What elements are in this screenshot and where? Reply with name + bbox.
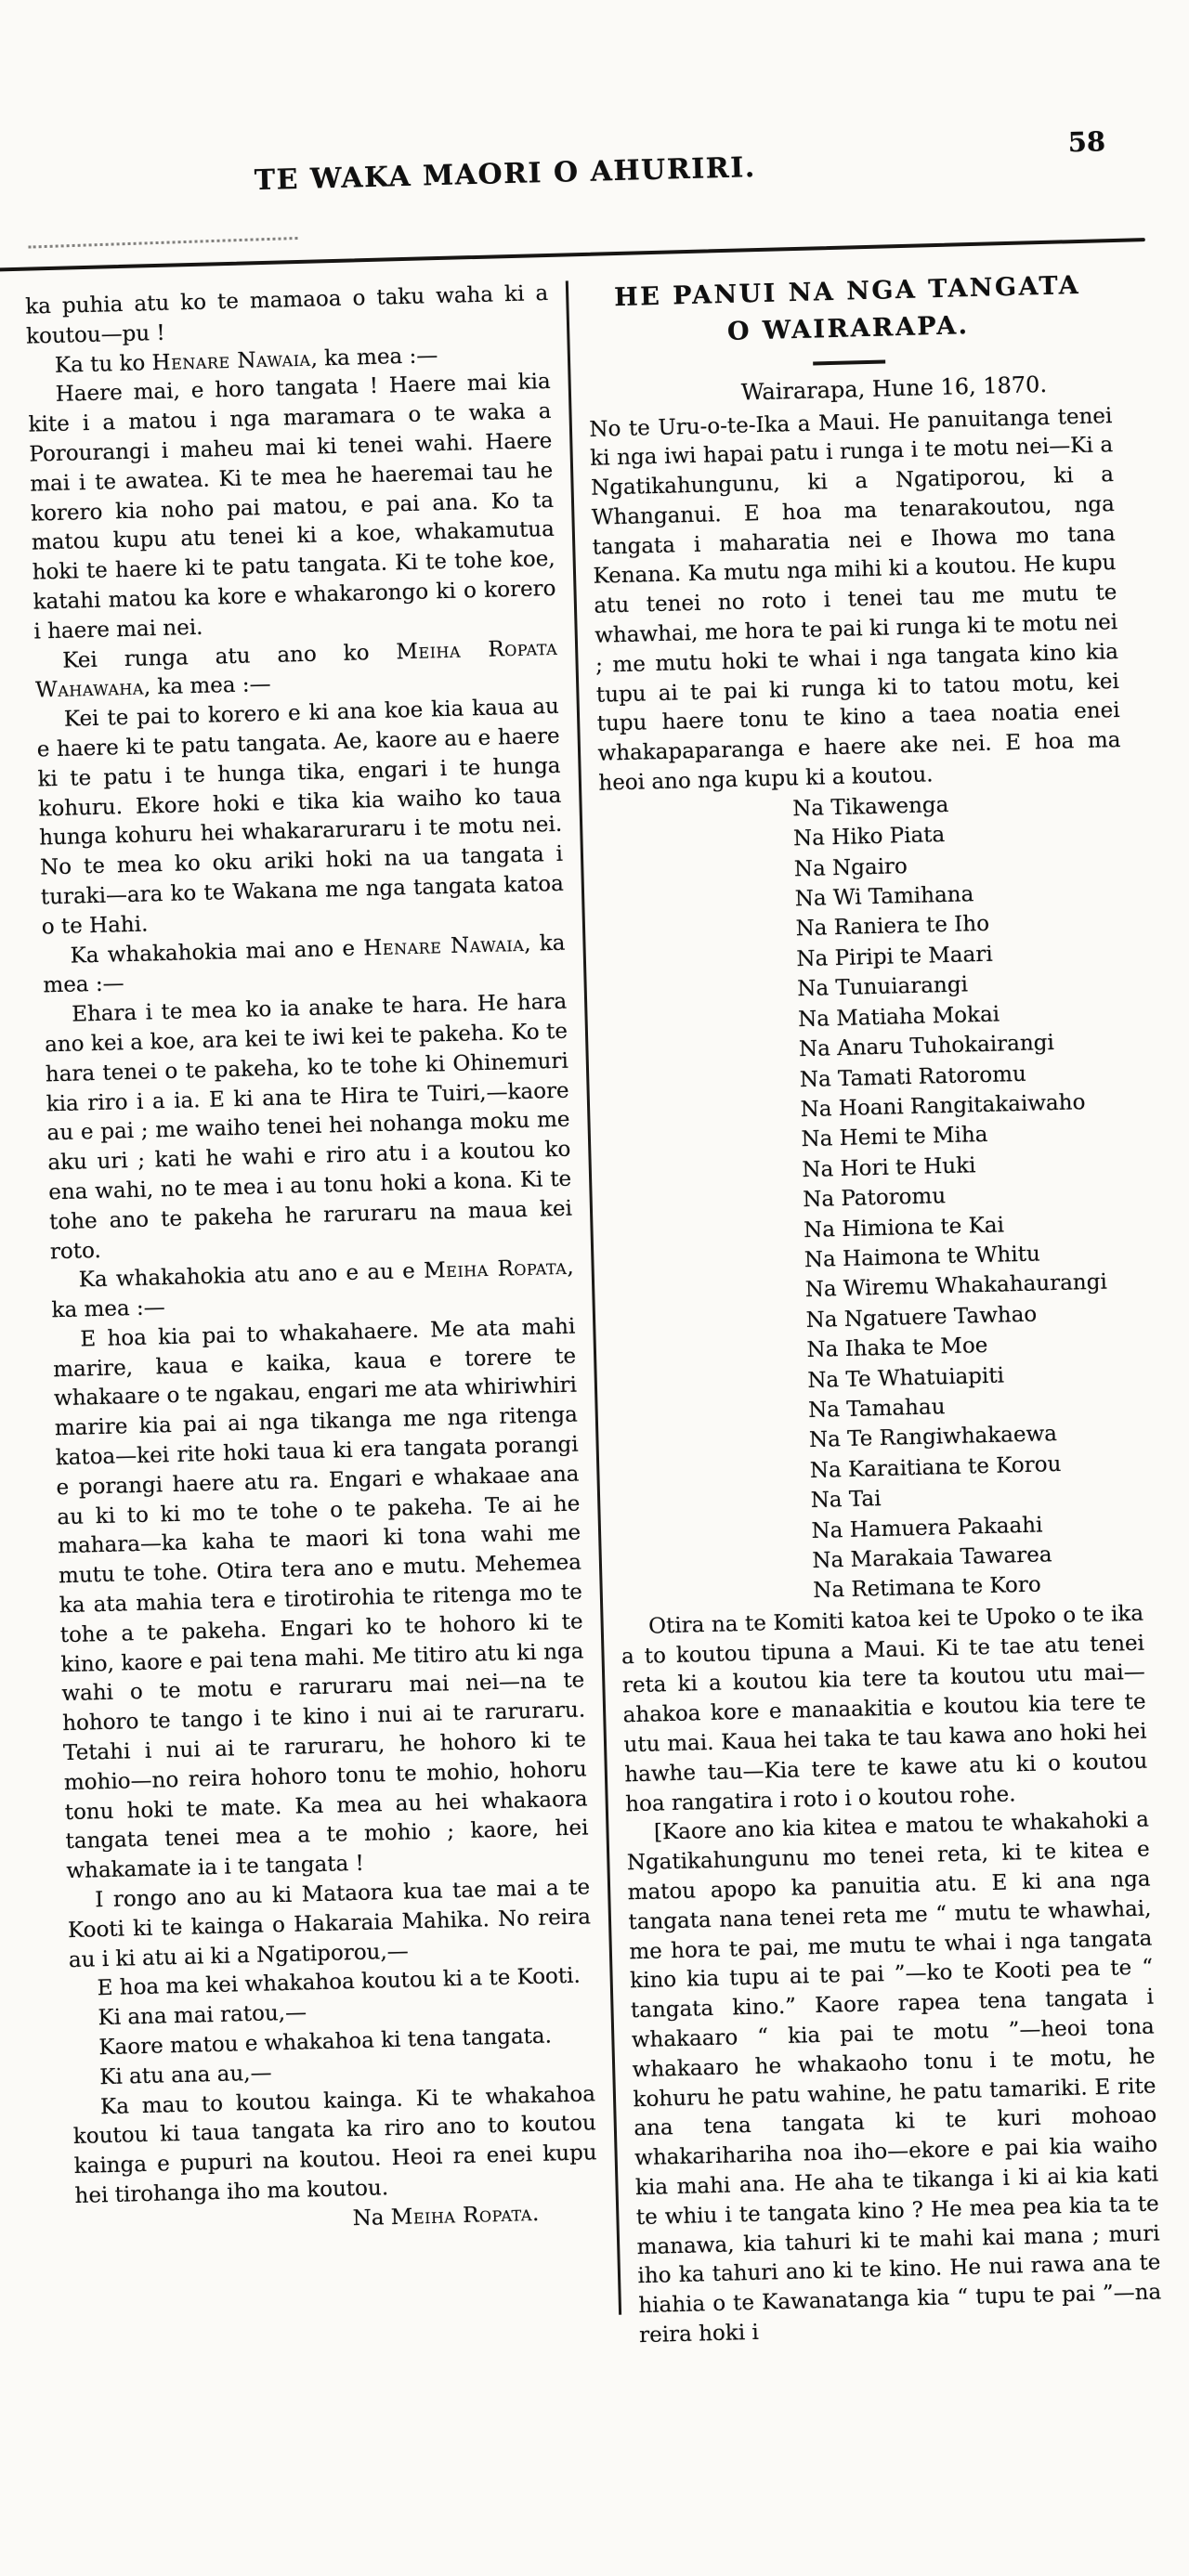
signatory-name: Na Hiko Piata <box>793 815 1124 854</box>
signatory-name: Na Te Rangiwhakaewa <box>809 1417 1140 1456</box>
signatory-name: Na Tikawenga <box>792 786 1123 825</box>
paragraph-text: Na <box>352 2205 391 2231</box>
paragraph-text: Haere mai, e horo tangata ! Haere mai kia kite i a matou i nga maramara o te waka a Porourangi i maheu mai ki tenei wahi. Haere mai i te awatea. Ki te mea he haeremai tau he korero kia noho pai matou, e pai ana. Ko ta matou kupu atu tenei ki a koe, whakamutua hoki te haere ki te patu tangata. Ki te tohe koe, katahi matou ka kore e whakarongo ki o korero i haere mai nei. <box>28 370 555 644</box>
signatory-name: Na Anaru Tuhokairangi <box>799 1026 1130 1065</box>
paragraph-text: . <box>532 2202 540 2226</box>
paragraph-text: E hoa kia pai to whakahaere. Me ata mahi marire, kaua e kaika, kaua e torere te whakaare o te ngakau, engari me ata whiriwhiri marire kia pai ai nga tikanga me nga ritenga katoa—kei rite hoki taua ki era tangata porangi e porangi haere atu ra. Engari e whakaae ana au ki to ki mo te tohe o te pakeha. Te ai he mahara—ka kaha te maori ki tona wahi me mutu te tohe. Otira tera ano e mutu. Mehemea ka ata mahia tera e tirotirohia te ritenga mo te tohe a te pakeha. Engari ko te hohoro ki te kino, kaore e pai tena mahi. Me titiro atu ki nga wahi o te motu e raruraru mai nei—na te hohoro te tango i te kino i nui ai te raruraru. Tetahi i nui ai te raruraru, he hohoro ki te mohio—no reira hohoro tonu te mohio, hohoru tonu hoki te mate. Ka mea au hei whakaora tangata tenei mea a te mohio ; kaore, hei whakamate ia i te tangata ! <box>53 1314 589 1883</box>
person-name: Meiha Ropata Wahawaha <box>35 635 558 703</box>
paragraph-text: Ka whakahokia mai ano e <box>70 936 363 968</box>
paragraph <box>589 402 1122 800</box>
columns <box>25 265 1166 2366</box>
paragraph-text: Kei runga atu ano ko <box>62 640 397 672</box>
paragraph-text: Kei te pai to korero e ki ana koe kia kaua au e haere ki te patu tangata. Ae, kaore au e haere ki te patu i te hunga tika, engari i te hunga kohuru. Ekore hoki e tika kia waiho ko taua hunga kohuru hei whakararuraru i te motu nei. No te mea ko oku ariki hoki na ua tangata i turaki—ara ko te Wakana me nga tangata katoa o te Hahi. <box>36 695 564 939</box>
signatory-name: Na Retimana te Koro <box>813 1568 1143 1607</box>
signatory-name: Na Wiremu Whakahaurangi <box>804 1267 1135 1306</box>
article-opening <box>589 402 1122 800</box>
signatory-name: Na Te Whatuiapiti <box>807 1357 1138 1396</box>
paragraph-text: E hoa ma kei whakahoa koutou ki a te Kooti. <box>97 1964 581 2001</box>
signatory-list <box>599 786 1143 1613</box>
signatory-name: Na Hoani Rangitakaiwaho <box>800 1086 1130 1125</box>
signatory-name: Na Hamuera Pakaahi <box>811 1507 1142 1546</box>
paragraph-text: Ka tu ko <box>55 351 152 378</box>
signatory-name: Na Ngatuere Tawhao <box>805 1297 1136 1336</box>
left-column <box>25 280 602 2366</box>
paragraph <box>621 1599 1149 1819</box>
paragraph-text: Ka whakahokia atu ano e au e <box>78 1259 424 1293</box>
paragraph-text: [Kaore ano kia kitea e matou te whakahoki a Ngatikahungunu mo tenei reta, ki te kitea e matou apopo ka panuitia atu. E ki ana nga tangata nana tenei reta me “ mutu te whawhai, me hora te pai, me mutu te whai i nga tangata kino kia tupu ai te pai ”—ko te Kooti pea te “ tangata kino.” Kaore rapea tena tangata i whakaaro “ kia pai te motu ”—heoi tona whakaaro he whakaoho tonu i te motu, he kohuru he patu wahine, he patu tamariki. E rite ana tena tangata ki te kuri mohoao whakarihariha noa iho—ekore e pai kia waiho kia mahi ana. He aha te tikanga i ki ai kia kati te whiu i te tangata kino ? He mea pea kia ta te manawa, kia tahuri ki te mahi kai mana ; muri iho ka tahuri ano ki te kino. He nui rawa ana te hiahia o te Kawanatanga kia “ tupu te pai ”—na reira hoki i <box>627 1808 1162 2348</box>
signatory-name: Na Hori te Huki <box>802 1147 1132 1186</box>
signatory-name: Na Ihaka te Moe <box>806 1327 1137 1366</box>
paragraph-text: , ka mea :— <box>144 672 271 700</box>
paragraph <box>44 988 573 1268</box>
signatory-name: Na Marakaia Tawarea <box>812 1538 1143 1577</box>
signatory-name: Na Karaitiana te Korou <box>809 1448 1140 1487</box>
signatory-name: Na Hemi te Miha <box>801 1116 1131 1155</box>
paragraph-text: , ka mea :— <box>310 344 438 371</box>
signatory-name: Na Haimona te Whitu <box>804 1237 1135 1276</box>
signatory-name: Na Tai <box>810 1477 1141 1516</box>
paragraph-text: Ki atu ana au,— <box>99 2061 272 2089</box>
paragraph-text: Ka mau to koutou kainga. Ki te whakahoa koutou ki taua tangata ka riro ano to koutou kainga e pupuri na koutou. Heoi ra enei kupu hei tirohanga iho ma koutou. <box>73 2082 597 2208</box>
paragraph <box>27 368 556 647</box>
paragraph-text: , ka mea :— <box>51 1255 574 1323</box>
signatory-name: Na Tunuiarangi <box>797 966 1128 1005</box>
scan-artifact-dashes <box>29 237 298 249</box>
person-name: Henare Nawaia <box>151 346 311 374</box>
person-name: Meiha Ropata <box>424 1255 568 1283</box>
dateline: Wairarapa, Hune 16, 1870. <box>588 367 1112 412</box>
paragraph <box>626 1806 1163 2351</box>
person-name: Meiha Ropata <box>390 2202 532 2230</box>
signatory-name: Na Matiaha Mokai <box>798 996 1129 1035</box>
signatory-name: Na Ngairo <box>794 846 1125 885</box>
signatory-name: Na Piripi te Maari <box>796 936 1127 975</box>
right-column <box>585 265 1162 2351</box>
paragraph-text: Ki ana mai ratou,— <box>98 2001 307 2031</box>
paragraph <box>67 1873 592 1975</box>
paragraph <box>72 2080 598 2212</box>
article-closing <box>621 1599 1163 2350</box>
signatory-name: Na Tamati Ratoromu <box>799 1056 1130 1095</box>
signatory-name: Na Raniera te Iho <box>795 905 1126 944</box>
signatory-name: Na Patoromu <box>803 1177 1133 1216</box>
person-name: Henare Nawaia <box>363 931 525 960</box>
article-heading: HE PANUI NA NGA TANGATA O WAIRARAPA. <box>607 267 1090 355</box>
paragraph-text: Ehara i te mea ko ia anake te hara. He hara ano kei a koe, ara kei te iwi kei te pakeha. Ko te hara tenei o te pakeha, ko te tohe ki Ohinemuri kia riro i a ia. E ki ana te Hira te Tuiri,—kaore au e pai ; me waiho tenei hei nohanga moku me aku uri ; kati he wahi e riro atu i a koutou ko ena wahi, no te mea i au tonu hoki a kona. Ki te tohe ano te pakeha he raruraru na maua kei roto. <box>45 990 572 1264</box>
paragraph-text: I rongo ano au ki Mataora kua tae mai a te Kooti ki te kainga o Hakaraia Mahika. No reira au i ki atu ai ki a Ngatiporou,— <box>68 1875 591 1971</box>
paragraph <box>36 693 565 943</box>
paragraph-text: , ka mea :— <box>43 930 566 998</box>
page-number: 58 <box>1067 125 1105 158</box>
paragraph-text: No te Uru-o-te-Ika a Maui. He panuitanga tenei ki nga iwi hapai patu i runga i te motu nei—Ki a Ngatikahungunu, ki a Ngatiporou, ki a Whanganui. E hoa ma tenarakoutou, nga tangata i maharatia nei e Ihowa mo tana Kenana. Ka mutu nga mihi ki a koutou. He kupu atu tenei no roto i tenei tau me mutu te whawhai, me hora te pai ki runga ki te motu nei ; me mutu hoki te whai i nga tangata kino kia tupu ai te pai ki runga ki to tatou motu, kei tupu haere tonu te kino a taea noatia enei whakapaparanga e haere ake nei. E hoa ma heoi ano nga kupu ki a koutou. <box>589 404 1121 796</box>
paragraph-text: Kaore matou e whakahoa ki tena tangata. <box>98 2024 552 2061</box>
signatory-name: Na Wi Tamihana <box>794 876 1125 915</box>
signatory-name: Na Himiona te Kai <box>804 1206 1134 1245</box>
paragraph-text: Otira na te Komiti katoa kei te Upoko o te ika a to koutou tipuna a Maui. Ki te tae atu tenei reta ki a koutou kia tere ta koutou utu mai—ahakoa kore e manaakitia e koutou kia tere te utu mai. Kaua hei taka te tau kawa ano hoki hei hawhe tau—Kia tere te kawe atu ki o koutou hoa rangatira i roto i o koutou rohe. <box>621 1601 1148 1815</box>
signatory-name: Na Tamahau <box>808 1387 1139 1426</box>
paragraph-text: ka puhia atu ko te mamaoa o taku waha ki a koutou—pu ! <box>25 281 548 349</box>
paragraph <box>52 1312 590 1887</box>
heading-rule <box>813 359 885 365</box>
masthead-title: TE WAKA MAORI O AHURIRI. <box>0 144 1039 204</box>
